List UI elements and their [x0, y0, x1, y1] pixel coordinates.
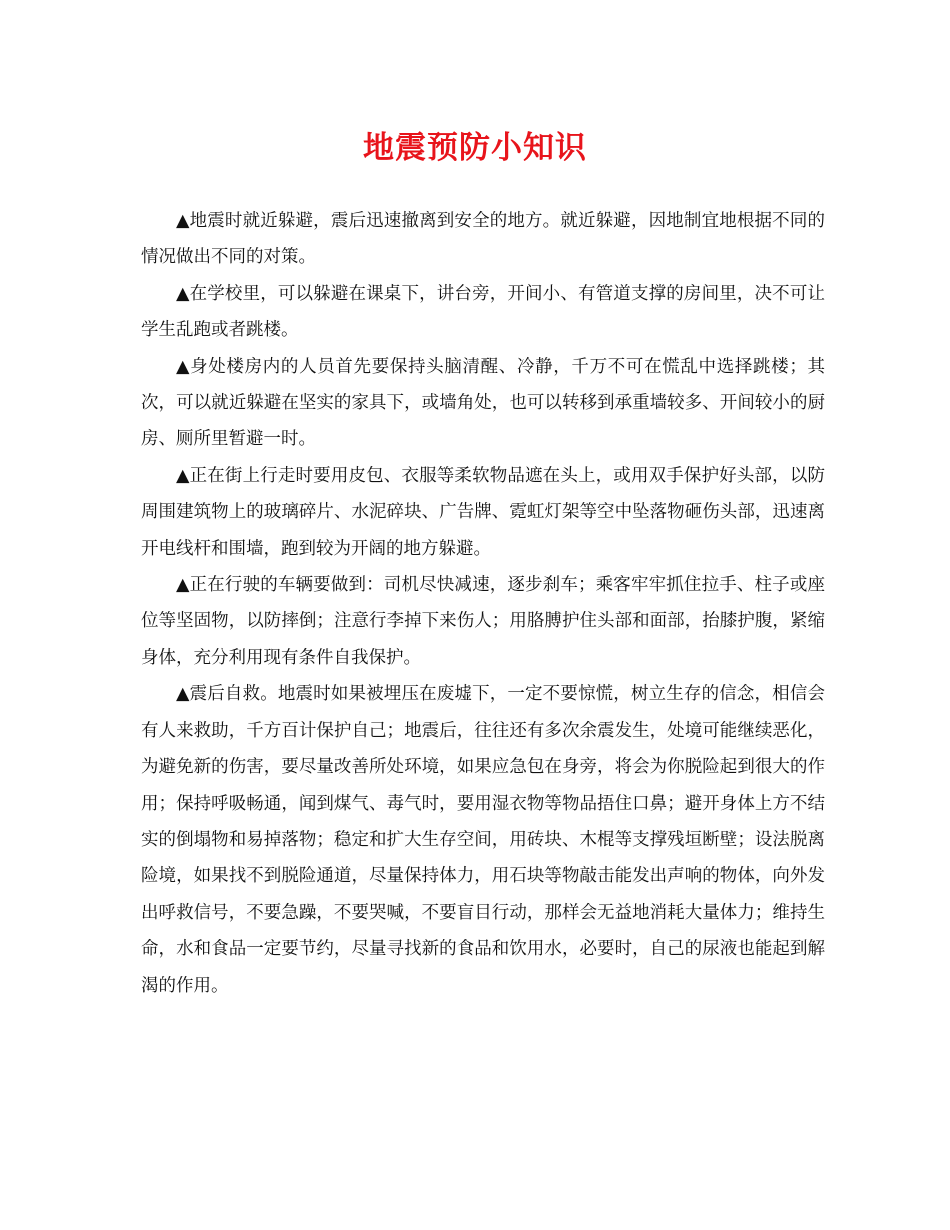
- paragraph-nearby-shelter: ▲地震时就近躲避，震后迅速撤离到安全的地方。就近躲避，因地制宜地根据不同的情况做出不同的对策。: [141, 211, 825, 268]
- paragraph-self-rescue: ▲震后自救。地震时如果被埋压在废墟下，一定不要惊慌，树立生存的信念，相信会有人来救助，千方百计保护自己；地震后，往往还有多次余震发生，处境可能继续恶化，为避免新的伤害，要尽量改善所处环境，如果应急包在身旁，将会为你脱险起到很大的作用；保持呼吸畅通，闻到煤气、毒气时，要用湿衣物等物品捂住口鼻；避开身体上方不结实的倒塌物和易掉落物；稳定和扩大生存空间，用砖块、木棍等支撑残垣断壁；设法脱离险境，如果找不到脱险通道，尽量保持体力，用石块等物敲击能发出声响的物体，向外发出呼救信号，不要急躁，不要哭喊，不要盲目行动，那样会无益地消耗大量体力；维持生命，水和食品一定要节约，尽量寻找新的食品和饮用水，必要时，自己的尿液也能起到解渴的作用。: [141, 684, 825, 996]
- document-title: 地震预防小知识: [363, 130, 587, 166]
- paragraph-street: ▲正在街上行走时要用皮包、衣服等柔软物品遮在头上，或用双手保护好头部，以防周围建筑物上的玻璃碎片、水泥碎块、广告牌、霓虹灯架等空中坠落物砸伤头部，迅速离开电线杆和围墙，跑到较为开阔的地方躲避。: [141, 465, 825, 559]
- paragraph-building: ▲身处楼房内的人员首先要保持头脑清醒、冷静，千万不可在慌乱中选择跳楼；其次，可以就近躲避在坚实的家具下，或墙角处，也可以转移到承重墙较多、开间较小的厨房、厕所里暂避一时。: [141, 356, 825, 450]
- document-body: [141, 203, 825, 1004]
- paragraph-school: ▲在学校里，可以躲避在课桌下，讲台旁，开间小、有管道支撑的房间里，决不可让学生乱跑或者跳楼。: [141, 283, 825, 341]
- paragraph-vehicle: ▲正在行驶的车辆要做到：司机尽快减速，逐步刹车；乘客牢牢抓住拉手、柱子或座位等坚固物，以防摔倒；注意行李掉下来伤人；用胳膊护住头部和面部，抬膝护腹，紧缩身体，充分利用现有条件自我保护。: [141, 575, 825, 668]
